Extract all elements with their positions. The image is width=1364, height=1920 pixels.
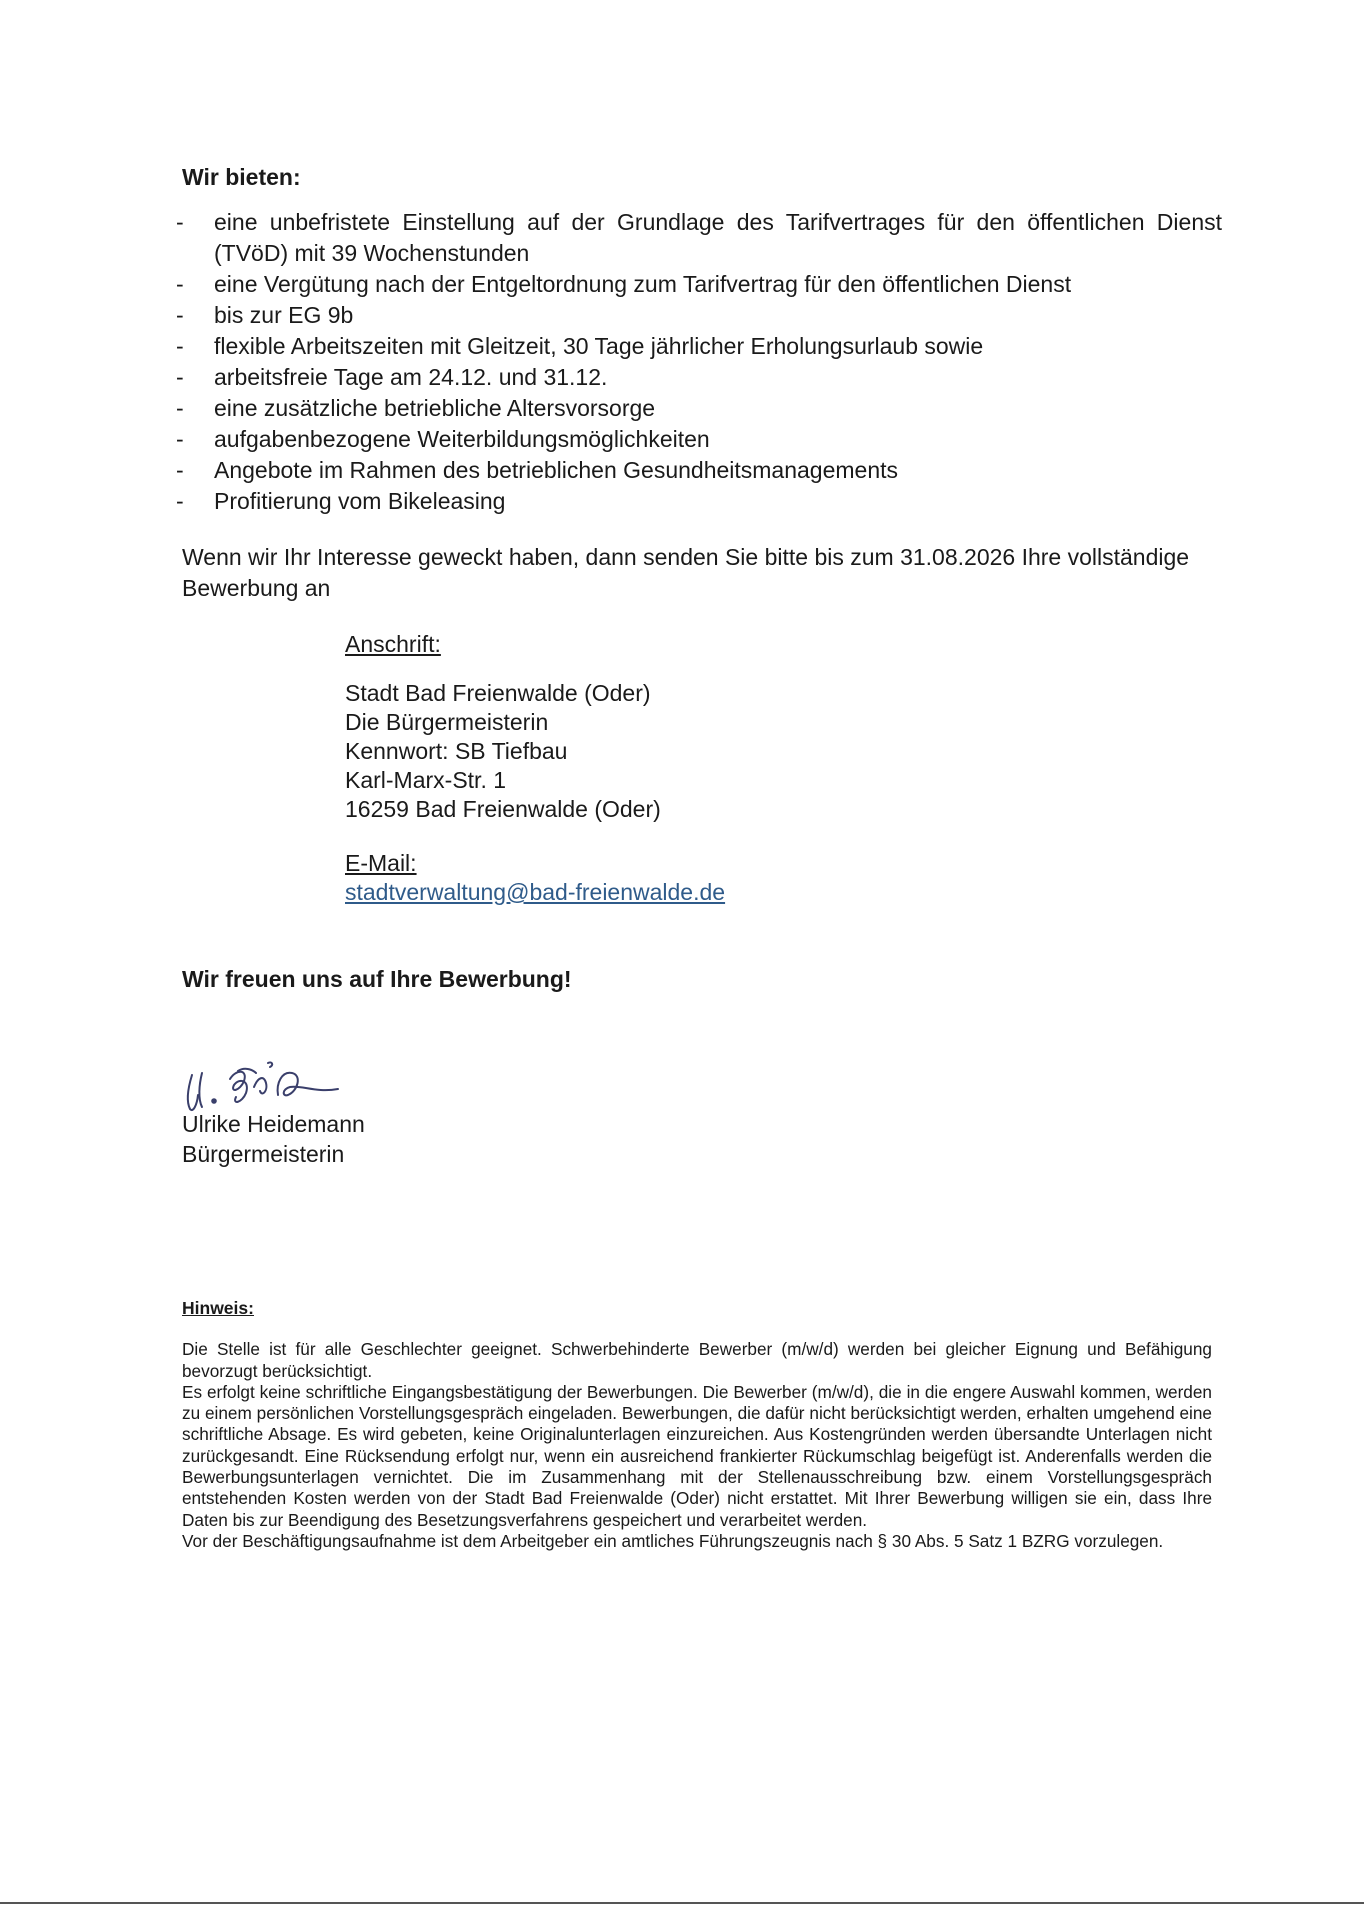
address-line: Stadt Bad Freienwalde (Oder)	[345, 680, 651, 706]
dash-bullet: -	[176, 488, 184, 514]
signer-name: Ulrike Heidemann	[182, 1111, 365, 1137]
closing-line: Wir freuen uns auf Ihre Bewerbung!	[182, 966, 572, 992]
list-item-text: eine Vergütung nach der Entgeltordnung zum Tarifvertrag für den öffentlichen Dienst	[214, 271, 1072, 297]
dash-bullet: -	[176, 271, 184, 297]
offer-heading: Wir bieten:	[182, 164, 301, 190]
list-item-text: aufgabenbezogene Weiterbildungsmöglichkeiten	[214, 426, 710, 452]
list-item	[176, 393, 1222, 424]
address-line: Die Bürgermeisterin	[345, 709, 549, 735]
list-item-text: eine unbefristete Einstellung auf der Grundlage des Tarifvertrages für den öffentlichen Dienst (TVöD) mit 39 Wochenstunden	[214, 209, 1222, 266]
main-content	[176, 162, 1222, 1169]
address-lines	[345, 679, 1222, 824]
list-item-text: eine zusätzliche betriebliche Altersvorsorge	[214, 395, 656, 421]
note-title: Hinweis:	[182, 1298, 254, 1318]
list-item-text: arbeitsfreie Tage am 24.12. und 31.12.	[214, 364, 608, 390]
dash-bullet: -	[176, 209, 184, 235]
list-item-text: Angebote im Rahmen des betrieblichen Gesundheitsmanagements	[214, 457, 899, 483]
list-item	[176, 486, 1222, 517]
list-item	[176, 300, 1222, 331]
note-paragraph: Die Stelle ist für alle Geschlechter geeignet. Schwerbehinderte Bewerber (m/w/d) werden bei gleicher Eignung und Befähigung bevorzugt berücksichtigt.	[182, 1339, 1212, 1381]
address-block	[345, 630, 1222, 907]
list-item	[176, 207, 1222, 269]
dash-bullet: -	[176, 333, 184, 359]
call-to-action: Wenn wir Ihr Interesse geweckt haben, dann senden Sie bitte bis zum 31.08.2026 Ihre vollständige Bewerbung an	[182, 544, 1190, 601]
email-block	[345, 849, 1222, 907]
list-item	[176, 269, 1222, 300]
dash-bullet: -	[176, 302, 184, 328]
address-label: Anschrift:	[345, 631, 441, 657]
address-line: Karl-Marx-Str. 1	[345, 767, 507, 793]
dash-bullet: -	[176, 364, 184, 390]
address-line: Kennwort: SB Tiefbau	[345, 738, 568, 764]
address-line: 16259 Bad Freienwalde (Oder)	[345, 796, 661, 822]
list-item-text: Profitierung vom Bikeleasing	[214, 488, 506, 514]
note-paragraph: Es erfolgt keine schriftliche Eingangsbestätigung der Bewerbungen. Die Bewerber (m/w/d), die in die engere Auswahl kommen, werden zu einem persönlichen Vorstellungsgespräch eingeladen. Bewerbungen, die dafür nicht berücksichtigt werden, erhalten umgehend eine schriftliche Absage. Es wird gebeten, keine Originalunterlagen einzureichen. Aus Kostengründen werden übersandte Unterlagen nicht zurückgesandt. Eine Rücksendung erfolgt nur, wenn ein ausreichend frankierter Rückumschlag beigefügt ist. Anderenfalls werden die Bewerbungsunterlagen vernichtet. Die im Zusammenhang mit der Stellenausschreibung bzw. einem Vorstellungsgespräch entstehenden Kosten werden von der Stadt Bad Freienwalde (Oder) nicht erstattet. Mit Ihrer Bewerbung willigen sie ein, dass Ihre Daten bis zur Beendigung des Besetzungsverfahrens gespeichert und verarbeitet werden.	[182, 1381, 1212, 1530]
email-label: E-Mail:	[345, 850, 417, 876]
note-section	[182, 1298, 1212, 1552]
email-link[interactable]: stadtverwaltung@bad-freienwalde.de	[345, 879, 726, 905]
signer-title: Bürgermeisterin	[182, 1141, 345, 1167]
list-item	[176, 424, 1222, 455]
dash-bullet: -	[176, 426, 184, 452]
offer-list	[176, 207, 1222, 517]
handwritten-signature	[178, 1043, 388, 1123]
signature-area	[182, 1053, 1222, 1109]
list-item	[176, 455, 1222, 486]
dash-bullet: -	[176, 395, 184, 421]
list-item	[176, 362, 1222, 393]
note-paragraph: Vor der Beschäftigungsaufnahme ist dem Arbeitgeber ein amtliches Führungszeugnis nach § 30 Abs. 5 Satz 1 BZRG vorzulegen.	[182, 1530, 1164, 1551]
dash-bullet: -	[176, 457, 184, 483]
bottom-rule	[0, 1902, 1364, 1904]
list-item	[176, 331, 1222, 362]
list-item-text: flexible Arbeitszeiten mit Gleitzeit, 30 Tage jährlicher Erholungsurlaub sowie	[214, 333, 984, 359]
list-item-text: bis zur EG 9b	[214, 302, 354, 328]
